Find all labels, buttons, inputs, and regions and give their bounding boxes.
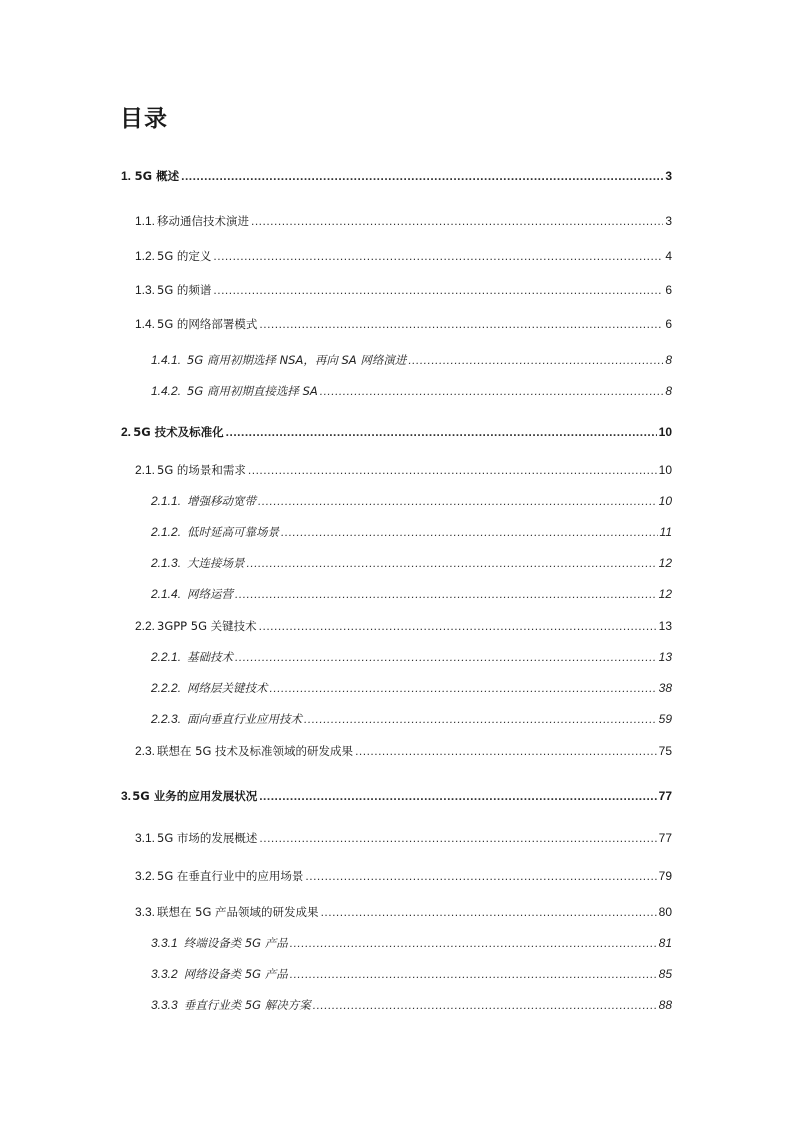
toc-leader [213,248,663,264]
toc-page-number: 8 [665,384,672,398]
page-title: 目录 [120,106,168,132]
toc-leader [305,868,656,884]
toc-number: 2.1. [135,463,156,477]
toc-page-number: 3 [665,169,672,183]
toc-entry[interactable] [121,788,672,804]
toc-title: 网络层关键技术 [187,681,268,695]
toc-number: 1.1. [135,214,156,228]
toc-leader [259,830,656,846]
toc-page-number: 10 [658,425,672,439]
toc-title: 5G 的网络部署模式 [157,317,258,331]
toc-leader [259,618,657,634]
toc-title: 网络设备类 5G 产品 [183,967,288,981]
toc-title: 终端设备类 5G 产品 [183,936,288,950]
toc-number: 2.1.1. [151,494,182,508]
toc-title: 5G 商用初期选择 NSA，再向 SA 网络演进 [187,353,407,367]
toc-number: 2.2.1. [151,650,182,664]
toc-title: 5G 的场景和需求 [157,463,246,477]
toc-number: 2.2.2. [151,681,182,695]
toc-leader [321,904,657,920]
toc-leader [408,352,663,368]
toc-page-number: 79 [658,869,672,883]
toc-number: 3.3.2 [151,967,178,981]
toc-leader [259,788,656,804]
toc-leader [226,424,657,440]
toc-title: 5G 技术及标准化 [133,425,224,439]
toc-entry[interactable] [135,316,672,332]
toc-number: 1.4.1. [151,353,182,367]
toc-entry[interactable] [151,680,672,696]
toc-leader [290,935,657,951]
toc-entry[interactable] [135,904,672,920]
toc-title: 5G 业务的应用发展状况 [132,789,258,803]
toc-page-number: 75 [658,744,672,758]
toc-entry[interactable] [135,618,672,634]
toc-title: 5G 的频谱 [157,283,212,297]
toc-entry[interactable] [151,935,672,951]
toc-leader [304,711,657,727]
toc-page-number: 6 [665,283,672,297]
toc-page-number: 88 [658,998,672,1012]
toc-leader [181,168,663,184]
toc-number: 3.1. [135,831,156,845]
toc-page-number: 77 [658,789,672,803]
toc-title: 移动通信技术演进 [157,214,250,228]
toc-number: 3.3.1 [151,936,178,950]
toc-leader [259,316,663,332]
toc-leader [248,462,657,478]
toc-number: 1.4.2. [151,384,182,398]
toc-title: 基础技术 [187,650,234,664]
toc-title: 5G 概述 [134,169,180,183]
toc-page-number: 13 [658,619,672,633]
toc-leader [270,680,657,696]
toc-title: 5G 商用初期直接选择 SA [187,384,318,398]
toc-number: 3.3.3 [151,998,178,1012]
toc-page-number: 13 [658,650,672,664]
toc-page-number: 10 [658,494,672,508]
toc-leader [235,586,657,602]
toc-entry[interactable] [121,168,672,184]
toc-leader [281,524,658,540]
toc-title: 垂直行业类 5G 解决方案 [183,998,311,1012]
toc-number: 2.2.3. [151,712,182,726]
toc-leader [235,649,657,665]
toc-entry[interactable] [151,524,672,540]
toc-title: 网络运营 [187,587,234,601]
toc-page-number: 8 [665,353,672,367]
toc-entry[interactable] [135,868,672,884]
toc-number: 1.3. [135,283,156,297]
toc-number: 2.1.3. [151,556,182,570]
toc-leader [313,997,657,1013]
toc-leader [251,213,663,229]
toc-entry[interactable] [151,352,672,368]
toc-page-number: 12 [658,587,672,601]
toc-title: 5G 在垂直行业中的应用场景 [157,869,304,883]
toc-title: 大连接场景 [187,556,245,570]
toc-number: 1.4. [135,317,156,331]
toc-number: 2.1.4. [151,587,182,601]
toc-leader [247,555,657,571]
toc-page-number: 4 [665,249,672,263]
toc-entry[interactable] [151,997,672,1013]
toc-leader [258,493,657,509]
toc-page-number: 6 [665,317,672,331]
toc-page-number: 80 [658,905,672,919]
toc-entry[interactable] [135,213,672,229]
toc-entry[interactable] [135,830,672,846]
toc-page-number: 11 [659,525,672,539]
toc-title: 联想在 5G 产品领域的研发成果 [157,905,319,919]
toc-entry[interactable] [151,966,672,982]
toc-number: 2.3. [135,744,156,758]
toc-entry[interactable] [151,493,672,509]
toc-title: 3GPP 5G 关键技术 [157,619,257,633]
toc-entry[interactable] [151,711,672,727]
toc-page-number: 59 [658,712,672,726]
toc-page-number: 12 [658,556,672,570]
toc-entry[interactable] [151,555,672,571]
toc-number: 2.2. [135,619,156,633]
toc-title: 联想在 5G 技术及标准领域的研发成果 [157,744,354,758]
toc-entry[interactable] [135,282,672,298]
toc-entry[interactable] [151,586,672,602]
toc-number: 1. [121,169,132,183]
toc-leader [213,282,663,298]
toc-title: 5G 的定义 [157,249,212,263]
toc-page-number: 85 [658,967,672,981]
toc-leader [290,966,657,982]
toc-page-number: 10 [658,463,672,477]
toc-number: 1.2. [135,249,156,263]
toc-entry[interactable] [135,743,672,759]
toc-page-number: 38 [658,681,672,695]
toc-page-number: 77 [658,831,672,845]
toc-entry[interactable] [121,424,672,440]
toc-entry[interactable] [151,649,672,665]
toc-page-number: 3 [665,214,672,228]
toc-entry[interactable] [135,248,672,264]
toc-number: 3.3. [135,905,156,919]
toc-number: 3. [121,789,132,803]
toc-leader [355,743,657,759]
toc-title: 面向垂直行业应用技术 [187,712,303,726]
toc-title: 5G 市场的发展概述 [157,831,258,845]
toc-entry[interactable] [135,462,672,478]
toc-leader [320,383,664,399]
toc-number: 3.2. [135,869,156,883]
toc-number: 2.1.2. [151,525,182,539]
toc-entry[interactable] [151,383,672,399]
toc-title: 增强移动宽带 [187,494,257,508]
toc-title: 低时延高可靠场景 [187,525,280,539]
toc-number: 2. [121,425,132,439]
toc-page-number: 81 [658,936,672,950]
